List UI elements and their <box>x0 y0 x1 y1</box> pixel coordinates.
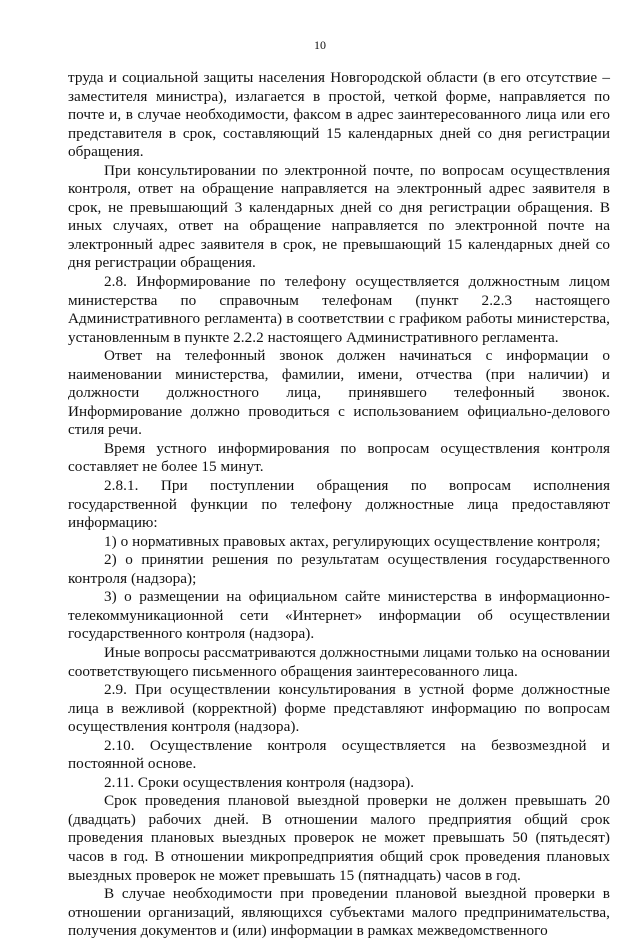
paragraph-2-8-1: 2.8.1. При поступлении обращения по вопросам исполнения государственной функции по телефону должностные лица предоставляют информацию: <box>68 477 610 532</box>
paragraph-2-9: 2.9. При осуществлении консультирования в устной форме должностные лица в вежливой (корректной) форме представляют информацию по вопросам осуществления контроля (надзора). <box>68 681 610 736</box>
paragraph-email-consulting: При консультировании по электронной почте, по вопросам осуществления контроля, ответ на обращение направляется на электронный адрес заявителя в срок, не превышающий 3 календарных дней со дня регистрации обращения. В иных случаях, ответ на обращение направляется по электронной почте на электронный адрес заявителя в срок, не превышающий 15 календарных дней со дня регистрации обращения. <box>68 161 610 272</box>
paragraph-2-10: 2.10. Осуществление контроля осуществляется на безвозмездной и постоянной основе. <box>68 736 610 773</box>
paragraph-2-11: 2.11. Сроки осуществления контроля (надзора). <box>104 773 415 791</box>
list-item-1: 1) о нормативных правовых актах, регулирующих осуществление контроля; <box>104 532 601 550</box>
page-number: 10 <box>314 38 326 52</box>
paragraph-inspection-term: Срок проведения плановой выездной проверки не должен превышать 20 (двадцать) рабочих дней. В отношении малого предприятия общий срок проведения плановых выездных проверок не может превышать 50 (пятьдесят) часов в год. В отношении микропредприятия общий срок проведения плановых выездных проверок не может превышать 15 (пятнадцать) часов в год. <box>68 792 610 884</box>
paragraph-continuation: труда и социальной защиты населения Новгородской области (в его отсутствие – заместителя министра), излагается в простой, четкой форме, направляется по почте и, в случае необходимости, факсом в адрес заинтересованного лица или его представителя в срок, составляющий 15 календарных дней со дня регистрации обращения. <box>68 69 610 161</box>
list-item-3: 3) о размещении на официальном сайте министерства в информационно-телекоммуникационной сети «Интернет» информации об осуществлении государственного контроля (надзора). <box>68 588 610 643</box>
paragraph-oral-time: Время устного информирования по вопросам осуществления контроля составляет не более 15 минут. <box>68 439 610 476</box>
paragraph-other-questions: Иные вопросы рассматриваются должностными лицами только на основании соответствующего письменного обращения заинтересованного лица. <box>68 643 610 680</box>
document-body <box>68 69 610 941</box>
list-item-2: 2) о принятии решения по результатам осуществления государственного контроля (надзора); <box>68 551 610 587</box>
paragraph-phone-answer: Ответ на телефонный звонок должен начинаться с информации о наименовании министерства, фамилии, имени, отчества (при наличии) и должности должностного лица, принявшего телефонный звонок. Информирование должно проводиться с использованием официально-делового стиля речи. <box>68 347 610 439</box>
paragraph-2-8: 2.8. Информирование по телефону осуществляется должностным лицом министерства по справочным телефонам (пункт 2.2.3 настоящего Административного регламента) в соответствии с графиком работы министерства, установленным в пункте 2.2.2 настоящего Административного регламента. <box>68 273 610 346</box>
paragraph-necessity: В случае необходимости при проведении плановой выездной проверки в отношении организаций, являющихся субъектами малого предпринимательства, получения документов и (или) информации в рамках межведомственного <box>68 885 610 940</box>
